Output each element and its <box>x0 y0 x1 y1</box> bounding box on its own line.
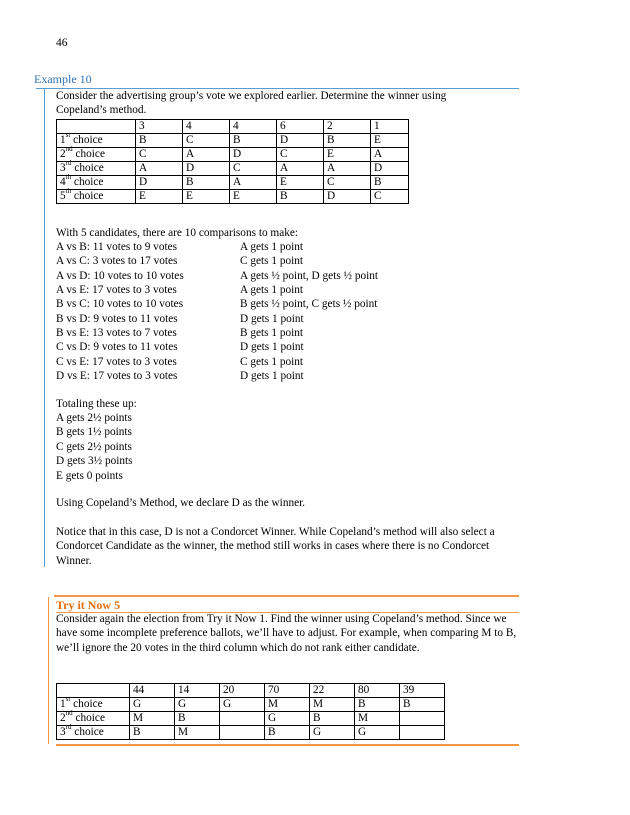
example-side-rule <box>44 89 45 567</box>
candidate-cell: B <box>230 134 277 148</box>
candidate-cell: G <box>175 698 220 712</box>
preference-table-try-it <box>56 683 445 740</box>
vote-count-cell: 1 <box>371 120 409 134</box>
candidate-cell: A <box>183 148 230 162</box>
comparison-result: D gets 1 point <box>240 312 304 325</box>
comparison-result: C gets 1 point <box>240 255 304 268</box>
choice-label: 1st choice <box>57 698 130 712</box>
candidate-cell: A <box>136 162 183 176</box>
candidate-cell: B <box>175 712 220 726</box>
comparison-matchup: A vs E: 17 votes to 3 votes <box>56 284 177 297</box>
comparison-matchup: A vs D: 10 votes to 10 votes <box>56 269 184 282</box>
vote-count-cell: 4 <box>183 120 230 134</box>
comparison-matchup: B vs C: 10 votes to 10 votes <box>56 298 184 311</box>
vote-count-cell: 70 <box>265 684 310 698</box>
candidate-cell: C <box>324 176 371 190</box>
candidate-cell: E <box>136 190 183 204</box>
comparison-matchup: C vs D: 9 votes to 11 votes <box>56 341 178 354</box>
vote-count-cell: 44 <box>130 684 175 698</box>
total-line: A gets 2½ points <box>56 412 132 424</box>
candidate-cell: D <box>324 190 371 204</box>
candidate-cell: E <box>230 190 277 204</box>
candidate-cell: C <box>183 134 230 148</box>
candidate-cell: D <box>277 134 324 148</box>
try-it-side-rule <box>48 597 49 744</box>
comparison-result: B gets ½ point, C gets ½ point <box>240 298 378 311</box>
candidate-cell <box>400 726 445 740</box>
candidate-cell: B <box>400 698 445 712</box>
choice-label: 5th choice <box>57 190 136 204</box>
vote-count-cell: 22 <box>310 684 355 698</box>
candidate-cell: D <box>371 162 409 176</box>
comparison-result: C gets 1 point <box>240 355 304 368</box>
candidate-cell: G <box>130 698 175 712</box>
comparison-result: D gets 1 point <box>240 370 304 383</box>
choice-row <box>57 134 409 148</box>
vote-count-cell: 20 <box>220 684 265 698</box>
choice-row <box>57 148 409 162</box>
candidate-cell: G <box>220 698 265 712</box>
candidate-cell: M <box>355 712 400 726</box>
candidate-cell <box>220 712 265 726</box>
candidate-cell: M <box>130 712 175 726</box>
candidate-cell: D <box>230 148 277 162</box>
candidate-cell: B <box>355 698 400 712</box>
header-row <box>57 684 445 698</box>
candidate-cell: B <box>324 134 371 148</box>
comparison-matchup: A vs C: 3 votes to 17 votes <box>56 255 178 268</box>
candidate-cell: D <box>183 162 230 176</box>
totals-list <box>56 411 133 483</box>
vote-count-cell: 80 <box>355 684 400 698</box>
candidate-cell: C <box>136 148 183 162</box>
choice-row <box>57 726 445 740</box>
candidate-cell <box>220 726 265 740</box>
candidate-cell: E <box>324 148 371 162</box>
candidate-cell: D <box>136 176 183 190</box>
candidate-cell: C <box>277 148 324 162</box>
candidate-cell: E <box>277 176 324 190</box>
candidate-cell: B <box>136 134 183 148</box>
vote-count-cell: 3 <box>136 120 183 134</box>
candidate-cell: A <box>371 148 409 162</box>
comparison-matchup: B vs D: 9 votes to 11 votes <box>56 312 178 325</box>
candidate-cell: M <box>310 698 355 712</box>
candidate-cell: B <box>277 190 324 204</box>
comparison-matchup: A vs B: 11 votes to 9 votes <box>56 241 178 253</box>
try-it-title: Try it Now 5 <box>56 598 121 612</box>
comparison-matchup: B vs E: 13 votes to 7 votes <box>56 327 177 340</box>
vote-count-cell: 39 <box>400 684 445 698</box>
candidate-cell: C <box>371 190 409 204</box>
comparison-result: A gets 1 point <box>240 284 304 297</box>
choice-row <box>57 190 409 204</box>
vote-count-cell: 14 <box>175 684 220 698</box>
candidate-cell: E <box>183 190 230 204</box>
candidate-cell: M <box>175 726 220 740</box>
comparison-matchup: C vs E: 17 votes to 3 votes <box>56 355 177 368</box>
candidate-cell: A <box>230 176 277 190</box>
comparison-result: A gets ½ point, D gets ½ point <box>240 269 379 282</box>
choice-row <box>57 712 445 726</box>
candidate-cell: G <box>265 712 310 726</box>
candidate-cell: A <box>277 162 324 176</box>
choice-row <box>57 698 445 712</box>
notice-text: Notice that in this case, D is not a Condorcet Winner. While Copeland’s method will also select a Condorcet Candidate as the winner, the method still works in cases where there is no Condorcet Winner. <box>56 526 495 567</box>
total-line: B gets 1½ points <box>56 426 132 439</box>
total-line: E gets 0 points <box>56 469 123 482</box>
total-line: D gets 3½ points <box>56 455 133 468</box>
page-number: 46 <box>56 37 68 49</box>
choice-label: 3rd choice <box>57 162 136 176</box>
example-intro: Consider the advertising group’s vote we explored earlier. Determine the winner using Copeland’s method. <box>56 90 447 117</box>
example-title: Example 10 <box>34 72 92 86</box>
conclusion-text: Using Copeland’s Method, we declare D as the winner. <box>56 497 306 509</box>
candidate-cell <box>400 712 445 726</box>
candidate-cell: B <box>371 176 409 190</box>
choice-label: 3rd choice <box>57 726 130 740</box>
comparison-result: B gets 1 point <box>240 327 304 340</box>
choice-label: 1st choice <box>57 134 136 148</box>
candidate-cell: C <box>230 162 277 176</box>
vote-count-cell: 6 <box>277 120 324 134</box>
candidate-cell: B <box>310 712 355 726</box>
vote-count-cell: 2 <box>324 120 371 134</box>
choice-row <box>57 162 409 176</box>
try-it-bottom-rule <box>56 744 519 746</box>
candidate-cell: E <box>371 134 409 148</box>
candidate-cell: B <box>265 726 310 740</box>
choice-label: 2nd choice <box>57 148 136 162</box>
choice-label: 2nd choice <box>57 712 130 726</box>
candidate-cell: A <box>324 162 371 176</box>
total-line: C gets 2½ points <box>56 440 132 453</box>
try-it-text: Consider again the election from Try it Now 1. Find the winner using Copeland’s method. Since we have some incomplete preference ballots, we’ll have to adjust. For example, when comparing M to B, we’ll ignore the 20 votes in the third column which do not rank either candidate. <box>56 613 517 654</box>
choice-row <box>57 176 409 190</box>
preference-table-example <box>56 119 409 204</box>
comparison-result: D gets 1 point <box>240 341 304 354</box>
try-it-top-rule <box>54 595 519 597</box>
candidate-cell: B <box>183 176 230 190</box>
candidate-cell: G <box>310 726 355 740</box>
choice-label: 4th choice <box>57 176 136 190</box>
header-row <box>57 120 409 134</box>
totals-intro: Totaling these up: <box>56 398 137 410</box>
comparisons-intro: With 5 candidates, there are 10 comparisons to make: <box>56 227 299 239</box>
candidate-cell: M <box>265 698 310 712</box>
comparison-matchup: D vs E: 17 votes to 3 votes <box>56 370 178 383</box>
comparison-result: A gets 1 point <box>240 241 304 253</box>
candidate-cell: B <box>130 726 175 740</box>
vote-count-cell: 4 <box>230 120 277 134</box>
candidate-cell: G <box>355 726 400 740</box>
